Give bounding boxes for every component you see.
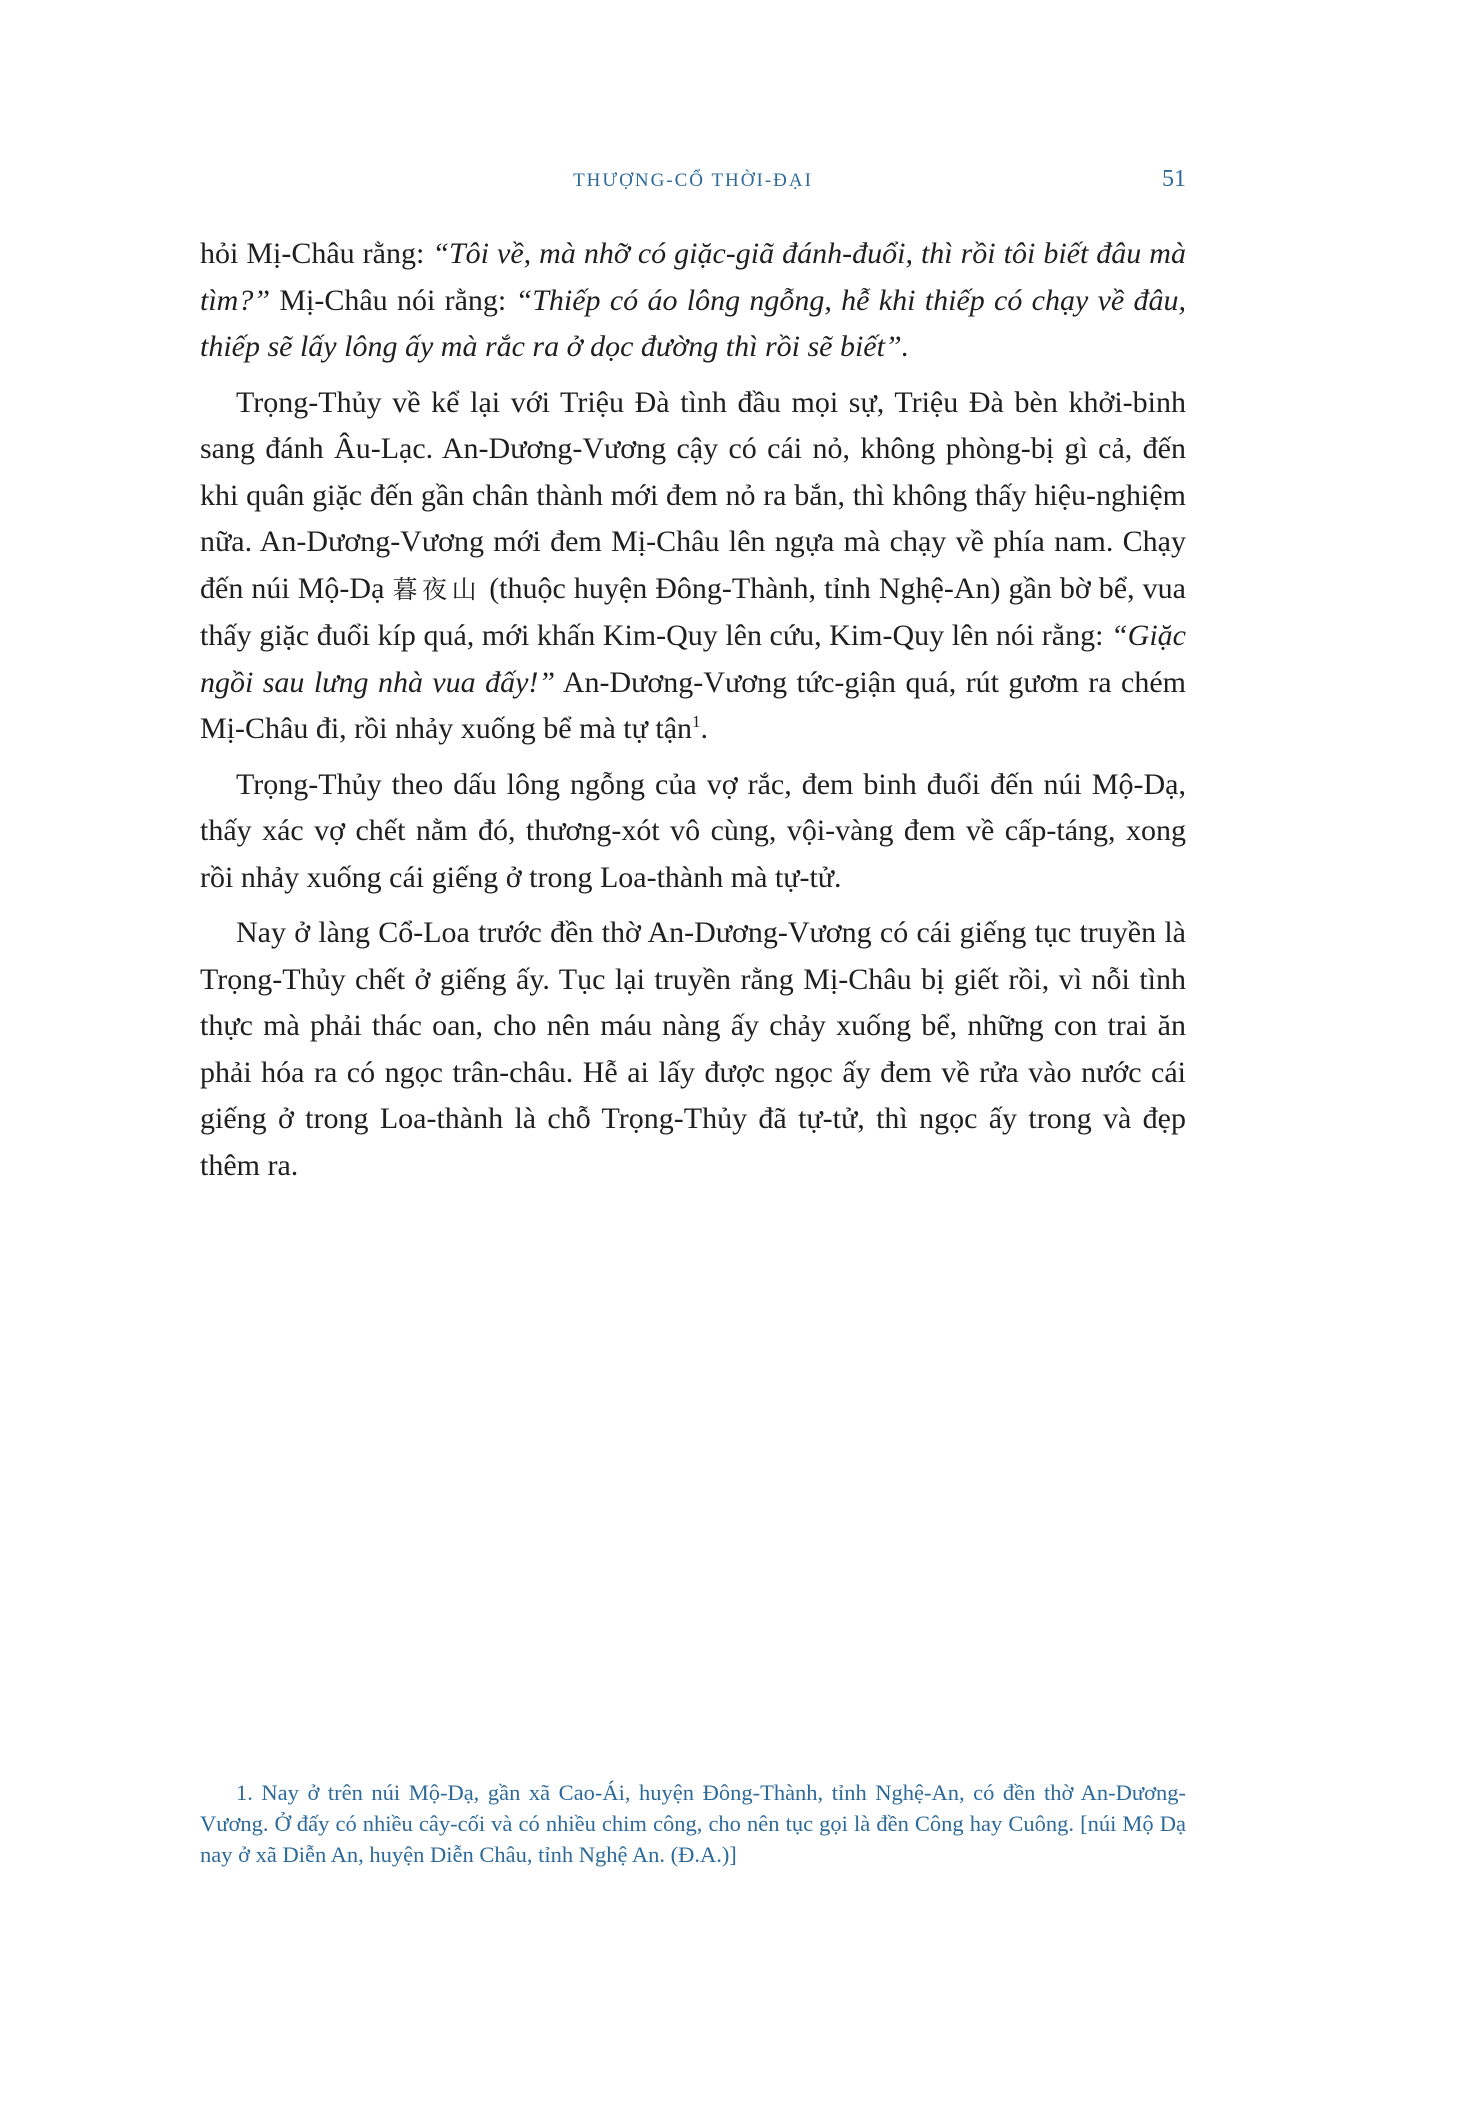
p2-chinese-name: 暮夜山 bbox=[392, 574, 482, 604]
paragraph-2 bbox=[200, 380, 1186, 753]
footnote-1: 1. Nay ở trên núi Mộ-Dạ, gần xã Cao-Ái, huyện Đông-Thành, tỉnh Nghệ-An, có đền thờ An-Dương-Vương. Ở đấy có nhiều cây-cối và có nhiều chim công, cho nên tục gọi là đền Công hay Cuông. [núi Mộ Dạ nay ở xã Diễn An, huyện Diễn Châu, tỉnh Nghệ An. (Đ.A.)] bbox=[200, 1780, 1186, 1867]
p2-text-1: Trọng-Thủy về kể lại với Triệu Đà tình đầu mọi sự, Triệu Đà bèn khởi-binh sang đánh Âu-Lạc. An-Dương-Vương cậy có cái nỏ, không phòng-bị gì cả, đến khi quân giặc đến gần chân thành mới đem nỏ ra bắn, thì không thấy hiệu-nghiệm nữa. An-Dương-Vương mới đem Mị-Châu lên ngựa mà chạy về phía nam. Chạy đến núi Mộ-Dạ bbox=[200, 385, 1186, 605]
p2-text-2: (thuộc huyện Đông-Thành, tỉnh Nghệ-An) gần bờ bể, vua thấy giặc đuổi kíp quá, mới khấn Kim-Quy lên cứu, Kim-Quy lên nói rằng: bbox=[200, 571, 1186, 652]
p2-text-3: An-Dương-Vương tức-giận quá, rút gươm ra chém Mị-Châu đi, rồi nhảy xuống bể mà tự tận bbox=[200, 665, 1186, 745]
paragraph-1 bbox=[200, 231, 1186, 371]
p1-quote-2: “Thiếp có áo lông ngỗng, hễ khi thiếp có chạy về đâu, thiếp sẽ lấy lông ấy mà rắc ra ở dọc đường thì rồi sẽ biết”. bbox=[200, 283, 1186, 363]
page-header bbox=[200, 166, 1186, 198]
p1-quote-1: “Tôi về, mà nhỡ có giặc-giã đánh-đuổi, thì rồi tôi biết đâu mà tìm?” bbox=[200, 237, 1186, 317]
p2-quote-1: “Giặc ngồi sau lưng nhà vua đấy!” bbox=[200, 619, 1186, 699]
p1-text-2: Mị-Châu nói rằng: bbox=[270, 283, 516, 317]
paragraph-3: Trọng-Thủy theo dấu lông ngỗng của vợ rắc, đem binh đuổi đến núi Mộ-Dạ, thấy xác vợ chết nằm đó, thương-xót vô cùng, vội-vàng đem về cấp-táng, xong rồi nhảy xuống cái giếng ở trong Loa-thành mà tự-tử. bbox=[200, 767, 1186, 894]
footnote-ref[interactable]: 1 bbox=[692, 712, 701, 731]
p1-text-1: hỏi Mị-Châu rằng: bbox=[200, 237, 433, 270]
paragraph-4: Nay ở làng Cổ-Loa trước đền thờ An-Dương-Vương có cái giếng tục truyền là Trọng-Thủy chết ở giếng ấy. Tục lại truyền rằng Mị-Châu bị giết rồi, vì nỗi tình thực mà phải thác oan, cho nên máu nàng ấy chảy xuống bể, những con trai ăn phải hóa ra có ngọc trân-châu. Hễ ai lấy được ngọc ấy đem về rửa vào nước cái giếng ở trong Loa-thành là chỗ Trọng-Thủy đã tự-tử, thì ngọc ấy trong và đẹp thêm ra. bbox=[200, 916, 1186, 1182]
p2-text-4: . bbox=[700, 712, 709, 745]
page-number: 51 bbox=[1162, 166, 1186, 192]
running-head: THƯỢNG-CỔ THỜI-ĐẠI bbox=[573, 170, 813, 191]
main-text bbox=[200, 231, 1186, 1198]
